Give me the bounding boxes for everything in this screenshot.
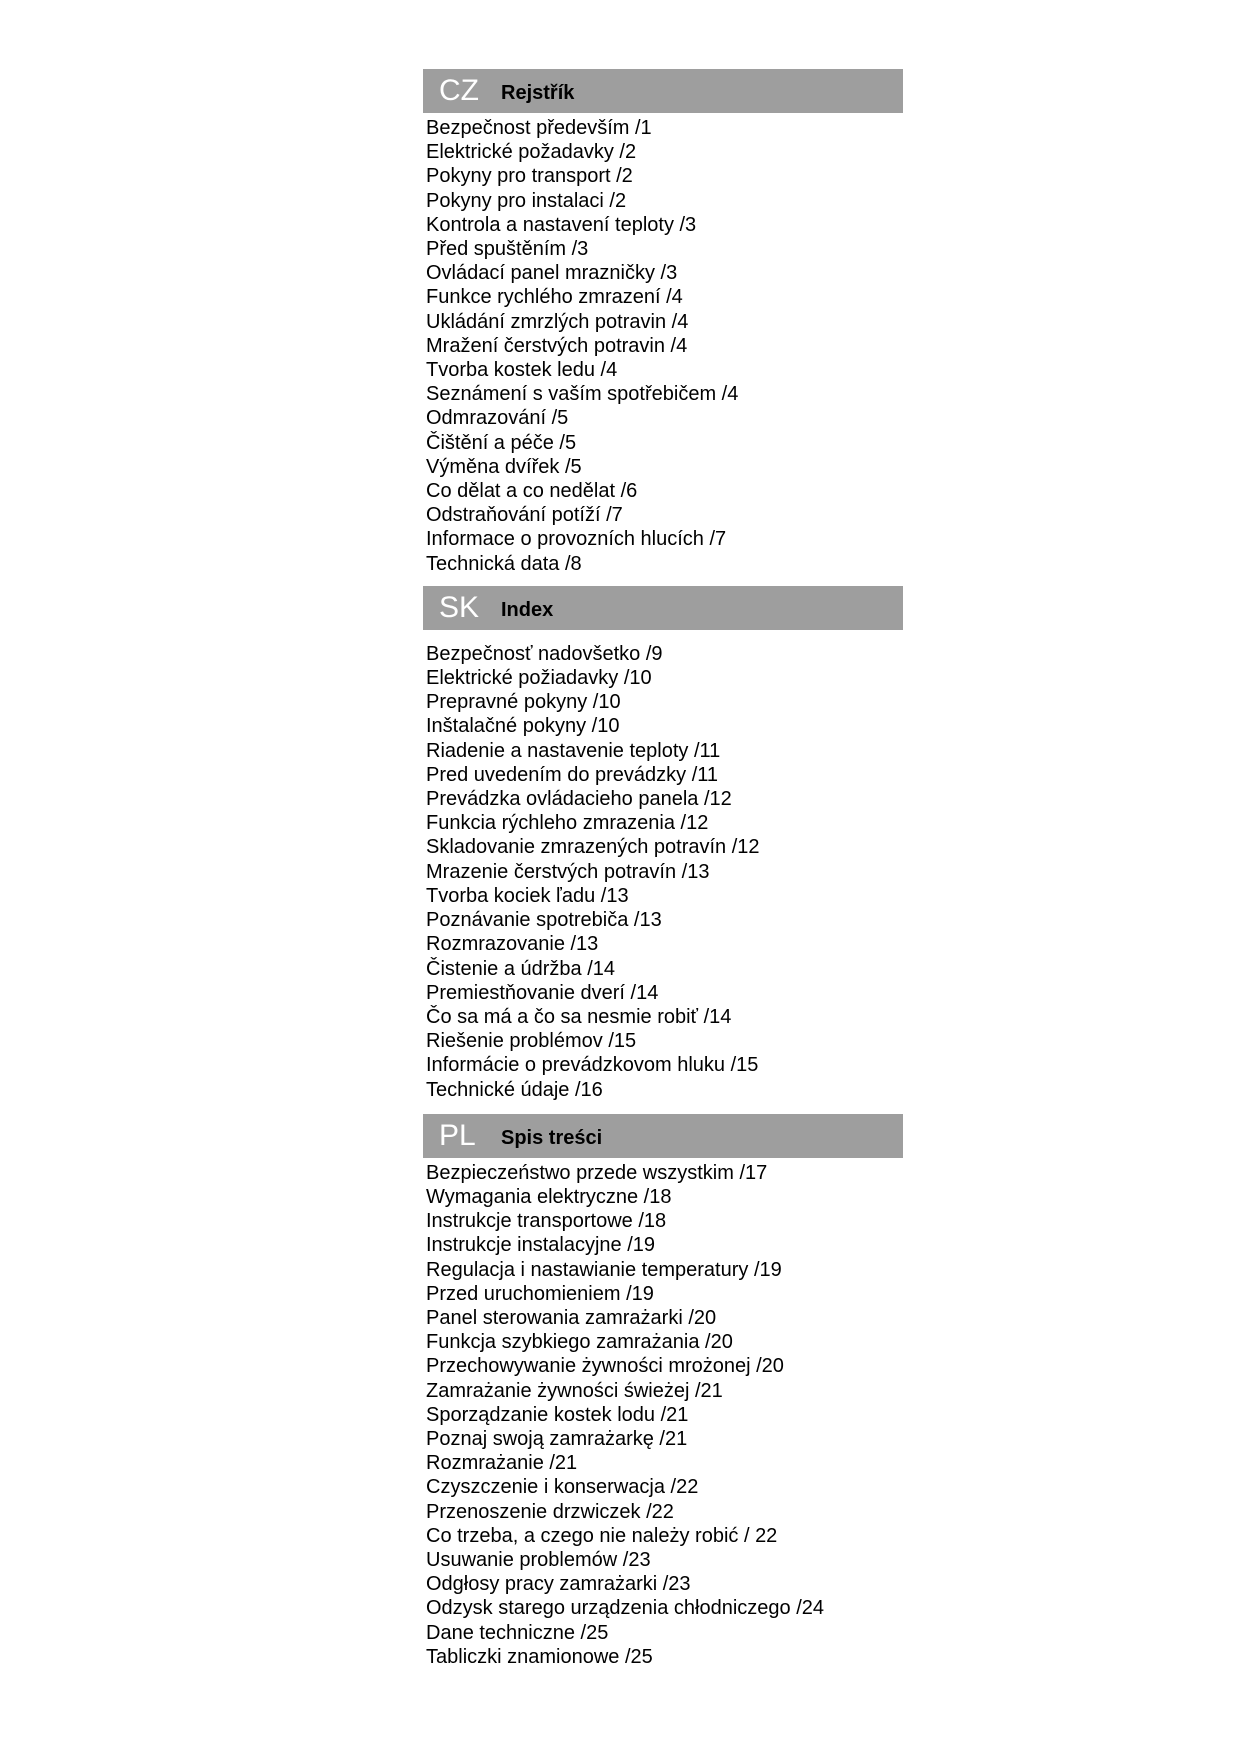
- toc-entry: Co trzeba, a czego nie należy robić / 22: [426, 1524, 778, 1547]
- toc-entry: Odmrazování /5: [426, 407, 569, 430]
- toc-entry: Elektrické požiadavky /10: [426, 667, 652, 690]
- toc-entry: Čistenie a údržba /14: [426, 957, 616, 980]
- toc-entry: Pokyny pro transport /2: [426, 165, 633, 188]
- toc-entry: Sporządzanie kostek lodu /21: [426, 1403, 689, 1426]
- toc-entry: Przechowywanie żywności mrożonej /20: [426, 1355, 784, 1378]
- toc-entry: Funkcja szybkiego zamrażania /20: [426, 1331, 733, 1354]
- toc-entry: Bezpieczeństwo przede wszystkim /17: [426, 1161, 768, 1184]
- toc-entry: Regulacja i nastawianie temperatury /19: [426, 1258, 782, 1281]
- toc-entry: Przed uruchomieniem /19: [426, 1282, 654, 1305]
- toc-entry: Čo sa má a čo sa nesmie robiť /14: [426, 1005, 732, 1028]
- section-sk: [423, 586, 903, 1102]
- toc-entry: Zamrażanie żywności świeżej /21: [426, 1379, 723, 1402]
- toc-entry: Odzysk starego urządzenia chłodniczego /24: [426, 1597, 825, 1620]
- language-code: PL: [439, 1118, 476, 1152]
- section-header-sk: [423, 586, 903, 630]
- toc-entry: Skladovanie zmrazených potravín /12: [426, 836, 760, 859]
- toc-entry: Funkce rychlého zmrazení /4: [426, 286, 683, 309]
- toc-entry: Panel sterowania zamrażarki /20: [426, 1306, 717, 1329]
- toc-entry: Informácie o prevádzkovom hluku /15: [426, 1054, 759, 1077]
- toc-entry: Riešenie problémov /15: [426, 1030, 637, 1053]
- toc-entry: Wymagania elektryczne /18: [426, 1185, 672, 1208]
- toc-entry: Odstraňování potíží /7: [426, 504, 623, 527]
- toc-entry: Czyszczenie i konserwacja /22: [426, 1476, 699, 1499]
- toc-entry: Mražení čerstvých potravin /4: [426, 334, 688, 357]
- toc-entry: Inštalačné pokyny /10: [426, 715, 620, 738]
- toc-entry: Dane techniczne /25: [426, 1621, 609, 1644]
- section-title: Index: [501, 598, 554, 621]
- toc-entry: Tvorba kociek ľadu /13: [426, 884, 629, 907]
- section-title: Rejstřík: [501, 82, 575, 104]
- toc-entry: Technické údaje /16: [426, 1078, 603, 1101]
- toc-entry: Ukládání zmrzlých potravin /4: [426, 310, 689, 333]
- toc-entry: Ovládací panel mrazničky /3: [426, 262, 678, 285]
- section-header-cz: [423, 69, 903, 113]
- section-header-pl: [423, 1114, 903, 1158]
- section-title: Spis treści: [501, 1126, 603, 1149]
- toc-entry: Kontrola a nastavení teploty /3: [426, 213, 697, 236]
- toc-entry: Pred uvedením do prevádzky /11: [426, 763, 719, 786]
- toc-entry: Informace o provozních hlucích /7: [426, 528, 727, 551]
- toc-entry: Mrazenie čerstvých potravín /13: [426, 860, 710, 883]
- language-code: SK: [439, 590, 480, 624]
- toc-entry: Rozmrażanie /21: [426, 1452, 578, 1475]
- toc-entry: Co dělat a co nedělat /6: [426, 480, 638, 503]
- section-cz: [423, 69, 903, 576]
- toc-entry: Bezpečnosť nadovšetko /9: [426, 642, 663, 665]
- section-pl: [423, 1114, 903, 1669]
- toc-entry: Odgłosy pracy zamrażarki /23: [426, 1573, 691, 1596]
- toc-entry: Čištění a péče /5: [426, 431, 577, 454]
- toc-entry: Technická data /8: [426, 552, 582, 575]
- toc-entry: Před spuštěním /3: [426, 238, 589, 261]
- table-of-contents: [423, 69, 903, 1669]
- toc-entry: Funkcia rýchleho zmrazenia /12: [426, 812, 709, 835]
- toc-entry: Tvorba kostek ledu /4: [426, 359, 618, 382]
- entry-list-sk: [423, 642, 903, 1102]
- toc-entry: Prepravné pokyny /10: [426, 691, 621, 714]
- toc-entry: Premiestňovanie dverí /14: [426, 981, 659, 1004]
- toc-entry: Usuwanie problemów /23: [426, 1548, 651, 1571]
- toc-entry: Pokyny pro instalaci /2: [426, 189, 627, 212]
- toc-entry: Instrukcje instalacyjne /19: [426, 1234, 656, 1257]
- entry-list-pl: [423, 1161, 903, 1669]
- toc-entry: Bezpečnost především /1: [426, 117, 652, 139]
- language-code: CZ: [439, 74, 479, 107]
- toc-entry: Riadenie a nastavenie teploty /11: [426, 739, 721, 762]
- toc-entry: Poznávanie spotrebiča /13: [426, 909, 662, 932]
- toc-entry: Prevádzka ovládacieho panela /12: [426, 788, 732, 811]
- toc-entry: Výměna dvířek /5: [426, 455, 582, 478]
- toc-entry: Poznaj swoją zamrażarkę /21: [426, 1427, 688, 1450]
- toc-entry: Przenoszenie drzwiczek /22: [426, 1500, 674, 1523]
- entry-list-cz: [423, 116, 903, 576]
- toc-entry: Tabliczki znamionowe /25: [426, 1645, 653, 1668]
- toc-entry: Elektrické požadavky /2: [426, 141, 637, 164]
- toc-entry: Seznámení s vaším spotřebičem /4: [426, 383, 739, 406]
- toc-entry: Instrukcje transportowe /18: [426, 1210, 667, 1233]
- toc-entry: Rozmrazovanie /13: [426, 933, 599, 956]
